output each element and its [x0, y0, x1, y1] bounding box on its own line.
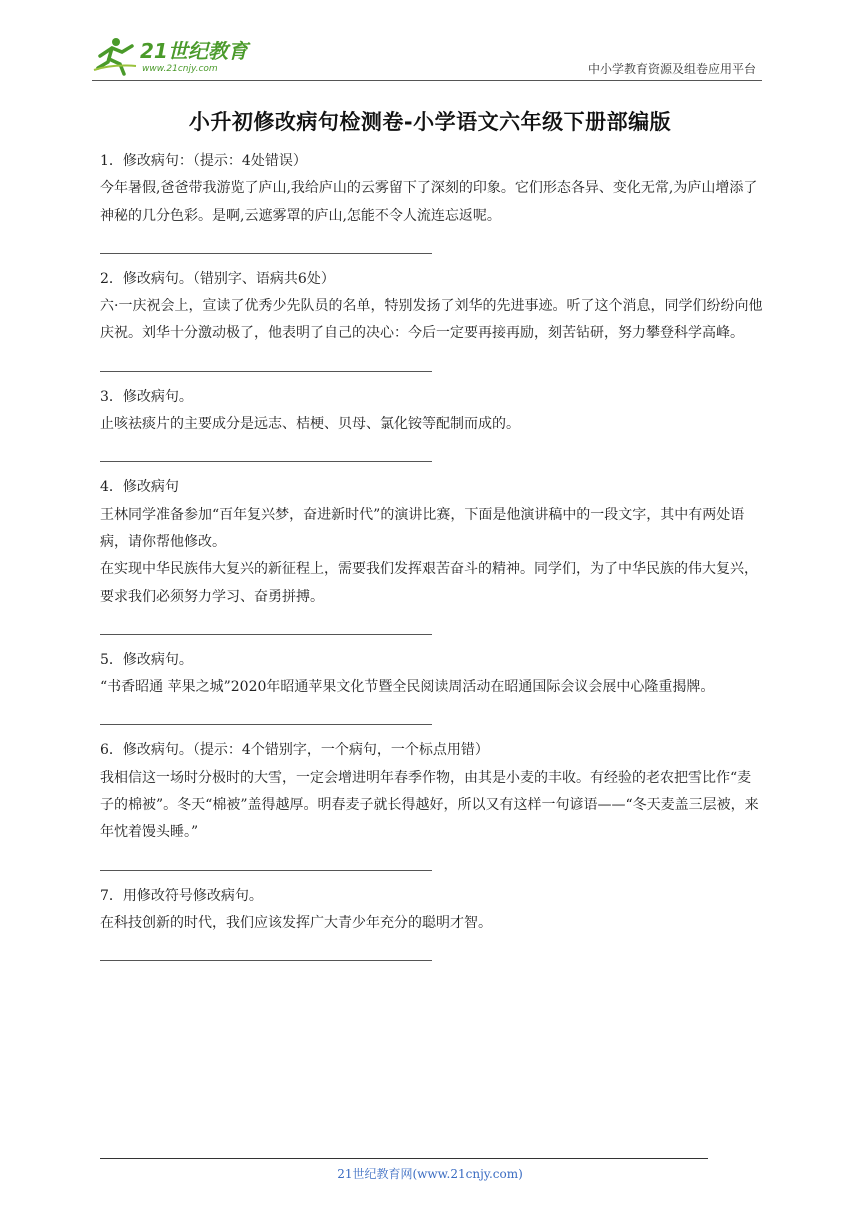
question-text: “书香昭通 苹果之城”2020年昭通苹果文化节暨全民阅读周活动在昭通国际会议会展中心隆重揭牌。 [100, 679, 715, 696]
page-header [92, 30, 762, 81]
question-heading: 7．用修改符号修改病句。 [100, 887, 263, 904]
platform-tagline: 中小学教育资源及组卷应用平台 [587, 62, 756, 76]
logo-text: 21世纪教育 [140, 39, 248, 63]
question-heading: 6．修改病句。（提示：4个错别字，一个病句，一个标点用错） [100, 742, 489, 759]
question-text: 在科技创新的时代，我们应该发挥广大青少年充分的聪明才智。 [100, 914, 492, 931]
logo [92, 34, 262, 76]
question-heading: 5．修改病句。 [100, 651, 193, 668]
question-text: 止咳祛痰片的主要成分是远志、桔梗、贝母、氯化铵等配制而成的。 [100, 416, 520, 433]
question-text: 我相信这一场时分极时的大雪，一定会增进明年春季作物，由其是小麦的丰收。有经验的老农把雪比作“麦子的棉被”。冬天“棉被”盖得越厚。明春麦子就长得越好，所以又有这样一句谚语——“冬天麦盖三层被，来年忱着馒头睡。” [100, 769, 759, 841]
question-heading: 2．修改病句。（错别字、语病共6处） [100, 270, 335, 287]
question-6 [100, 737, 764, 870]
question-heading: 1．修改病句：（提示：4处错误） [100, 153, 307, 169]
question-text: 在实现中华民族伟大复兴的新征程上，需要我们发挥艰苦奋斗的精神。同学们，为了中华民族的伟大复兴，要求我们必须努力学习、奋勇拼搏。 [100, 561, 758, 605]
page-title: 小升初修改病句检测卷-小学语文六年级下册部编版 [188, 110, 672, 134]
footer-text: 21世纪教育网(www.21cnjy.com) [337, 1167, 523, 1181]
answer-line[interactable] [100, 869, 432, 871]
logo-url-text: www.21cnjy.com [142, 64, 218, 74]
question-1 [100, 148, 764, 254]
answer-line[interactable] [100, 460, 432, 462]
question-7 [100, 883, 764, 962]
question-4 [100, 474, 764, 634]
answer-line[interactable] [100, 370, 432, 372]
question-3 [100, 384, 764, 463]
question-text: 王林同学准备参加“百年复兴梦，奋进新时代”的演讲比赛，下面是他演讲稿中的一段文字，其中有两处语病，请你帮他修改。 [100, 506, 745, 550]
question-5 [100, 647, 764, 726]
logo-graphic [92, 34, 262, 76]
question-heading: 4．修改病句 [100, 479, 179, 496]
question-text: 六·一庆祝会上，宣读了优秀少先队员的名单，特别发扬了刘华的先进事迹。听了这个消息，同学们纷纷向他庆祝。刘华十分激动极了，他表明了自己的决心：今后一定要再接再励，刻苦钻研，努力攀登科学高峰。 [100, 298, 763, 342]
answer-line[interactable] [100, 959, 432, 961]
question-list [100, 148, 764, 973]
answer-line[interactable] [100, 252, 432, 254]
footer-divider [100, 1158, 708, 1159]
question-text: 今年暑假,爸爸带我游览了庐山,我给庐山的云雾留下了深刻的印象。它们形态各异、变化无常,为庐山增添了神秘的几分色彩。是啊,云遮雾罩的庐山,怎能不令人流连忘返呢。 [100, 180, 758, 224]
answer-line[interactable] [100, 723, 432, 725]
question-2 [100, 266, 764, 372]
question-heading: 3．修改病句。 [100, 388, 193, 405]
answer-line[interactable] [100, 633, 432, 635]
